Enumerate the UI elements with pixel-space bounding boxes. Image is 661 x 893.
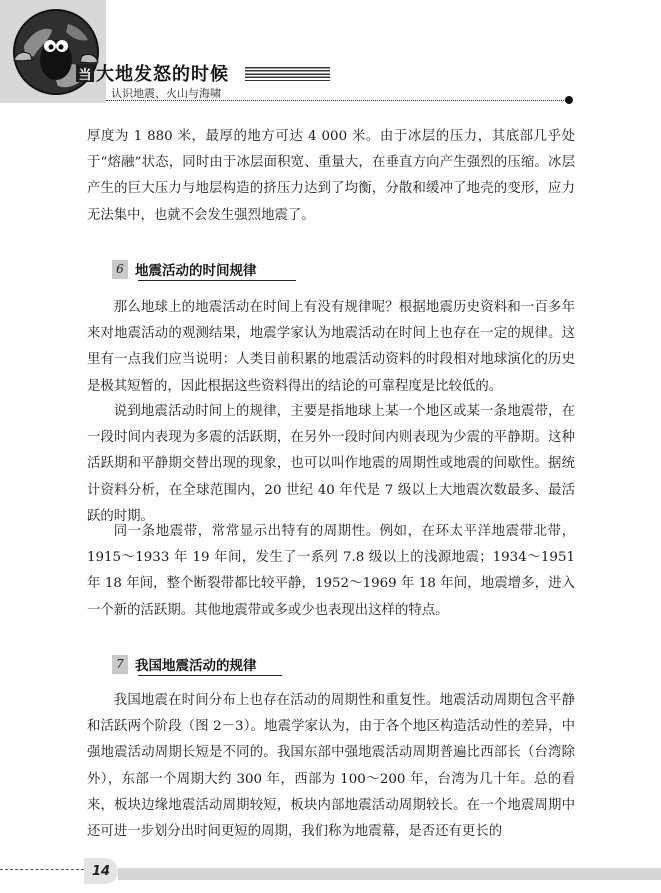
section-heading-7 [112, 653, 257, 675]
paragraph: 那么地球上的地震活动在时间上有没有规律呢？根据地震历史资料和一百多年来对地震活动的观测结果，地震学家认为地震活动在时间上也存在一定的规律。这里有一点我们应当说明：人类目前积累的地震活动资料的时段相对地球演化的历史是极其短暂的，因此根据这些资料得出的结论的可靠程度是比较低的。 [87, 300, 575, 394]
section-heading-6 [112, 258, 257, 280]
paragraph: 说到地震活动时间上的规律，主要是指地球上某一个地区或某一条地震带，在一段时间内表现为多震的活跃期，在另外一段时间内则表现为少震的平静期。这种活跃期和平静期交替出现的现象，也可以叫作地震的周期性或地震的间歇性。据统计资料分析，在全球范围内，20 世纪 40 年代是 7 级以上大地震次数最多、最活跃的时期。 [87, 404, 575, 524]
title-mark: 当 [76, 64, 94, 82]
paragraph: 同一条地震带，常常显示出特有的周期性。例如，在环太平洋地震带北带，1915～1933 年 19 年间，发生了一系列 7.8 级以上的浅源地震；1934～1951 年 18 年间，整个断裂带都比较平静，1952～1969 年 18 年间，地震增多，进入一个新的活跃期。其他地震带或多或少也表现出这样的特点。 [87, 524, 575, 618]
header-dotted-rule [106, 100, 568, 101]
page-number-tab [84, 858, 118, 884]
section-underline [138, 675, 282, 676]
intro-paragraph: 厚度为 1 880 米，最厚的地方可达 4 000 米。由于冰层的压力，其底部几乎处于“熔融”状态，同时由于冰层面积宽、重量大，在垂直方向产生强烈的压缩。冰层产生的巨大压力与地层构造的挤压力达到了均衡，分散和缓冲了地壳的变形，应力无法集中，也就不会发生强烈地震了。 [87, 129, 575, 223]
footer-bar [118, 868, 661, 880]
title-stripes-decoration [245, 67, 330, 81]
paragraph: 我国地震在时间分布上也存在活动的周期性和重复性。地震活动周期包含平静和活跃两个阶段（图 2－3）。地震学家认为，由于各个地区构造活动性的差异，中强地震活动周期长短是不同的。我国东部中强地震活动周期普遍比西部长（台湾除外），东部一个周期大约 300 年，西部为 100～200 年，台湾为几十年。总的看来，板块边缘地震活动周期较短，板块内部地震活动周期较长。在一个地震周期中还可进一步划分出时间更短的周期，我们称为地震幕，是否还有更长的 [87, 693, 575, 840]
page-number: 14 [91, 863, 111, 879]
section-number-badge: 7 [112, 655, 128, 674]
chapter-title: 大地发怒的时候 [96, 64, 229, 85]
section-underline [138, 280, 296, 281]
section-title: 地震活动的时间规律 [135, 263, 257, 279]
section-title: 我国地震活动的规律 [135, 658, 257, 674]
earth-mascot-logo [10, 6, 102, 98]
footer-dashed-rule [0, 869, 84, 870]
header-rule-end-dot [565, 96, 573, 104]
chapter-title-row [76, 62, 229, 84]
section-number-badge: 6 [112, 260, 128, 279]
chapter-subtitle: 认识地震、火山与海啸 [111, 87, 221, 100]
